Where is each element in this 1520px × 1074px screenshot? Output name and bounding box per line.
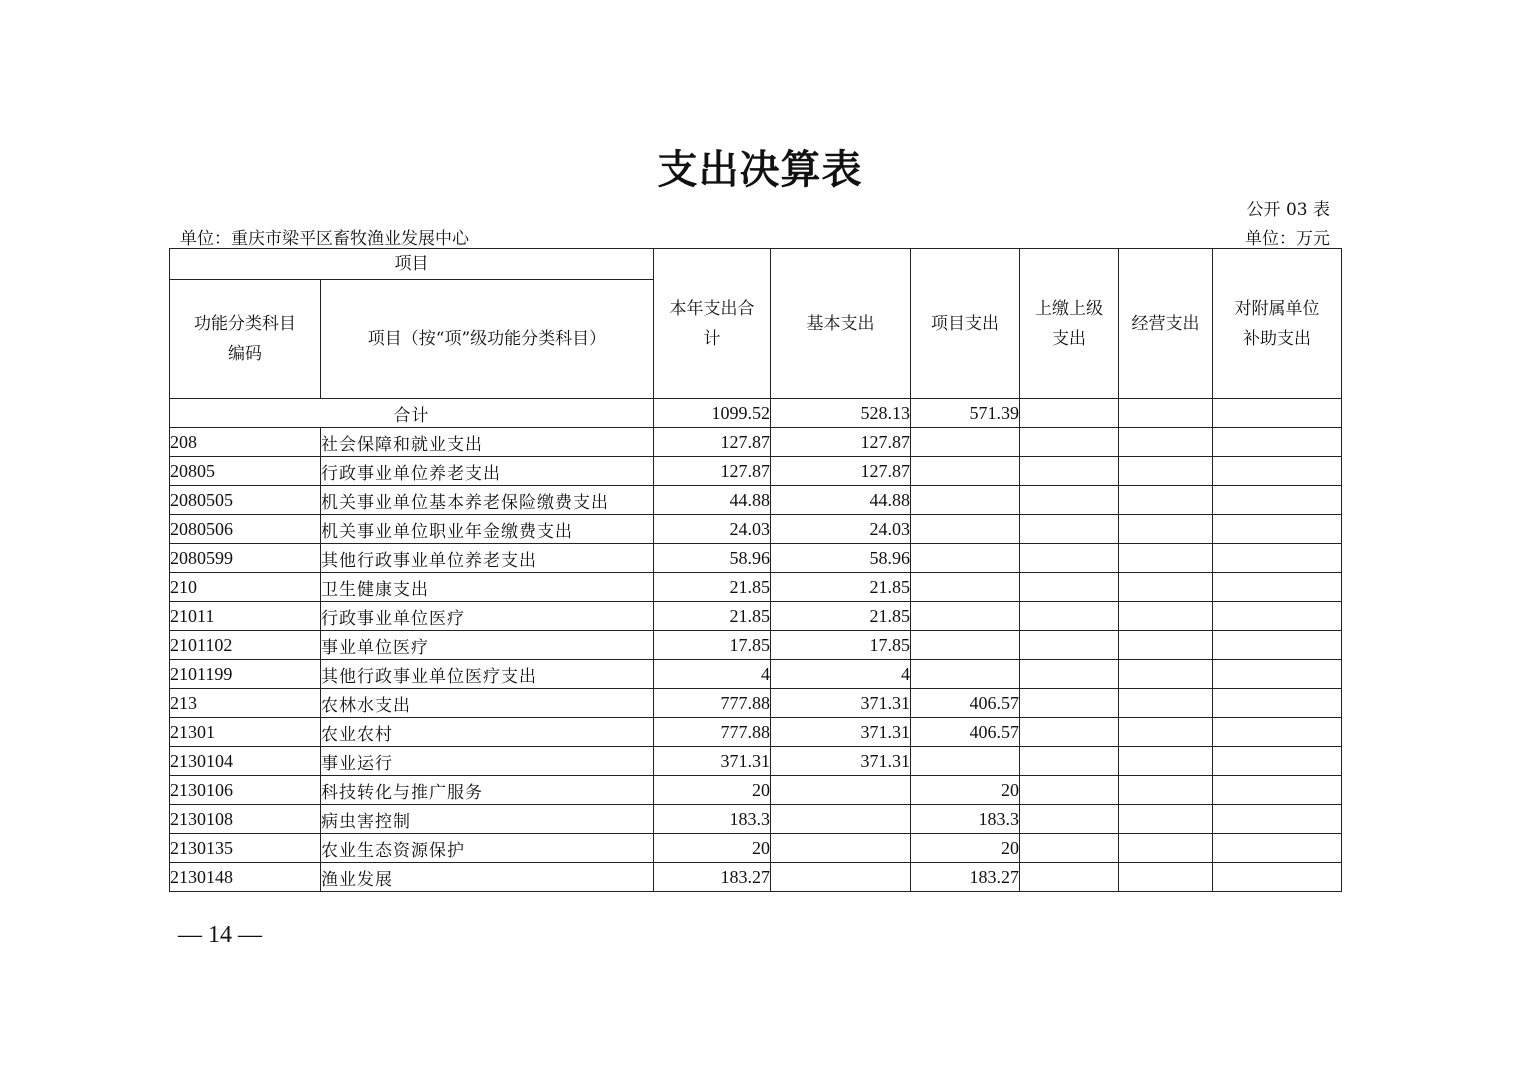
table-row [170,573,1342,602]
name-cell: 其他行政事业单位医疗支出 [321,660,654,689]
page-title: 支出决算表 [657,146,863,193]
business-cell [1119,834,1213,863]
code-cell: 2130106 [170,776,321,805]
project-cell [911,660,1020,689]
subsidy-cell [1213,863,1342,892]
header-total: 本年支出合计 [654,249,771,399]
upper-cell [1020,631,1119,660]
subsidy-cell [1213,660,1342,689]
subsidy-cell [1213,602,1342,631]
basic-cell: 528.13 [771,399,911,428]
table-row [170,776,1342,805]
project-cell [911,747,1020,776]
business-cell [1119,544,1213,573]
upper-cell [1020,486,1119,515]
subsidy-cell [1213,631,1342,660]
header-business: 经营支出 [1119,249,1213,399]
subsidy-cell [1213,399,1342,428]
business-cell [1119,515,1213,544]
name-cell: 科技转化与推广服务 [321,776,654,805]
form-code: 公开 03 表 [1246,200,1330,220]
project-cell [911,544,1020,573]
upper-cell [1020,544,1119,573]
page-number: — 14 — [178,922,262,948]
header-upper: 上缴上级支出 [1020,249,1119,399]
table-row [170,660,1342,689]
basic-cell: 127.87 [771,457,911,486]
upper-cell [1020,428,1119,457]
code-cell: 2130135 [170,834,321,863]
upper-cell [1020,573,1119,602]
header-basic: 基本支出 [771,249,911,399]
table-row [170,544,1342,573]
table-row [170,689,1342,718]
project-cell: 571.39 [911,399,1020,428]
table-row [170,428,1342,457]
code-cell: 2130104 [170,747,321,776]
name-cell: 机关事业单位职业年金缴费支出 [321,515,654,544]
upper-cell [1020,515,1119,544]
basic-cell [771,776,911,805]
project-cell [911,515,1020,544]
project-cell [911,428,1020,457]
basic-cell: 371.31 [771,718,911,747]
code-cell: 20805 [170,457,321,486]
total-cell: 21.85 [654,602,771,631]
project-cell [911,631,1020,660]
name-cell: 行政事业单位医疗 [321,602,654,631]
name-cell: 事业运行 [321,747,654,776]
project-cell [911,457,1020,486]
subsidy-cell [1213,747,1342,776]
name-cell: 农林水支出 [321,689,654,718]
code-cell: 2080599 [170,544,321,573]
basic-cell: 371.31 [771,689,911,718]
business-cell [1119,428,1213,457]
basic-cell: 58.96 [771,544,911,573]
business-cell [1119,863,1213,892]
project-cell [911,602,1020,631]
name-cell: 其他行政事业单位养老支出 [321,544,654,573]
total-cell: 183.27 [654,863,771,892]
currency-unit: 单位：万元 [1245,229,1330,249]
basic-cell: 21.85 [771,602,911,631]
basic-cell: 4 [771,660,911,689]
header-project-expense: 项目支出 [911,249,1020,399]
table-row [170,631,1342,660]
project-cell: 183.27 [911,863,1020,892]
total-cell: 20 [654,834,771,863]
code-cell: 2101102 [170,631,321,660]
business-cell [1119,660,1213,689]
total-cell: 44.88 [654,486,771,515]
upper-cell [1020,689,1119,718]
subsidy-cell [1213,486,1342,515]
business-cell [1119,573,1213,602]
project-cell [911,486,1020,515]
total-row [170,399,1342,428]
subsidy-cell [1213,689,1342,718]
name-cell: 卫生健康支出 [321,573,654,602]
basic-cell: 371.31 [771,747,911,776]
total-cell: 21.85 [654,573,771,602]
table-row [170,747,1342,776]
name-cell: 事业单位医疗 [321,631,654,660]
basic-cell: 24.03 [771,515,911,544]
business-cell [1119,776,1213,805]
code-cell: 208 [170,428,321,457]
project-cell: 20 [911,776,1020,805]
basic-cell: 17.85 [771,631,911,660]
project-cell: 406.57 [911,718,1020,747]
basic-cell [771,805,911,834]
code-cell: 210 [170,573,321,602]
code-cell: 21301 [170,718,321,747]
name-cell: 农业农村 [321,718,654,747]
business-cell [1119,602,1213,631]
name-cell: 社会保障和就业支出 [321,428,654,457]
business-cell [1119,457,1213,486]
upper-cell [1020,805,1119,834]
code-cell: 2101199 [170,660,321,689]
upper-cell [1020,747,1119,776]
name-cell: 病虫害控制 [321,805,654,834]
code-cell: 213 [170,689,321,718]
upper-cell [1020,863,1119,892]
header-subsidy: 对附属单位补助支出 [1213,249,1342,399]
table-row [170,834,1342,863]
business-cell [1119,747,1213,776]
total-cell: 4 [654,660,771,689]
upper-cell [1020,602,1119,631]
subsidy-cell [1213,805,1342,834]
upper-cell [1020,399,1119,428]
total-cell: 20 [654,776,771,805]
table-row [170,863,1342,892]
total-cell: 127.87 [654,428,771,457]
business-cell [1119,631,1213,660]
name-cell: 农业生态资源保护 [321,834,654,863]
total-cell: 183.3 [654,805,771,834]
project-cell: 406.57 [911,689,1020,718]
table-row [170,602,1342,631]
name-cell: 渔业发展 [321,863,654,892]
business-cell [1119,689,1213,718]
table-row [170,486,1342,515]
name-cell: 机关事业单位基本养老保险缴费支出 [321,486,654,515]
business-cell [1119,718,1213,747]
code-cell: 2080506 [170,515,321,544]
subsidy-cell [1213,834,1342,863]
total-label: 合计 [170,399,654,428]
name-cell: 行政事业单位养老支出 [321,457,654,486]
basic-cell [771,834,911,863]
total-cell: 58.96 [654,544,771,573]
subsidy-cell [1213,776,1342,805]
basic-cell: 21.85 [771,573,911,602]
project-cell: 20 [911,834,1020,863]
code-cell: 2130108 [170,805,321,834]
total-cell: 24.03 [654,515,771,544]
upper-cell [1020,776,1119,805]
subsidy-cell [1213,515,1342,544]
table-row [170,515,1342,544]
code-cell: 2130148 [170,863,321,892]
code-cell: 21011 [170,602,321,631]
basic-cell: 44.88 [771,486,911,515]
header-project: 项目 [170,249,654,280]
basic-cell: 127.87 [771,428,911,457]
subsidy-cell [1213,544,1342,573]
header-code: 功能分类科目编码 [170,280,321,399]
total-cell: 17.85 [654,631,771,660]
total-cell: 777.88 [654,689,771,718]
expenditure-table [169,248,1342,892]
total-cell: 777.88 [654,718,771,747]
total-cell: 371.31 [654,747,771,776]
subsidy-cell [1213,718,1342,747]
upper-cell [1020,718,1119,747]
subsidy-cell [1213,573,1342,602]
business-cell [1119,486,1213,515]
table-row [170,457,1342,486]
table-row [170,805,1342,834]
basic-cell [771,863,911,892]
upper-cell [1020,834,1119,863]
business-cell [1119,805,1213,834]
upper-cell [1020,457,1119,486]
business-cell [1119,399,1213,428]
subsidy-cell [1213,457,1342,486]
project-cell: 183.3 [911,805,1020,834]
header-name: 项目（按“项”级功能分类科目） [321,280,654,399]
total-cell: 1099.52 [654,399,771,428]
subsidy-cell [1213,428,1342,457]
code-cell: 2080505 [170,486,321,515]
project-cell [911,573,1020,602]
total-cell: 127.87 [654,457,771,486]
table-row [170,718,1342,747]
organization-unit: 单位：重庆市梁平区畜牧渔业发展中心 [180,229,469,249]
upper-cell [1020,660,1119,689]
